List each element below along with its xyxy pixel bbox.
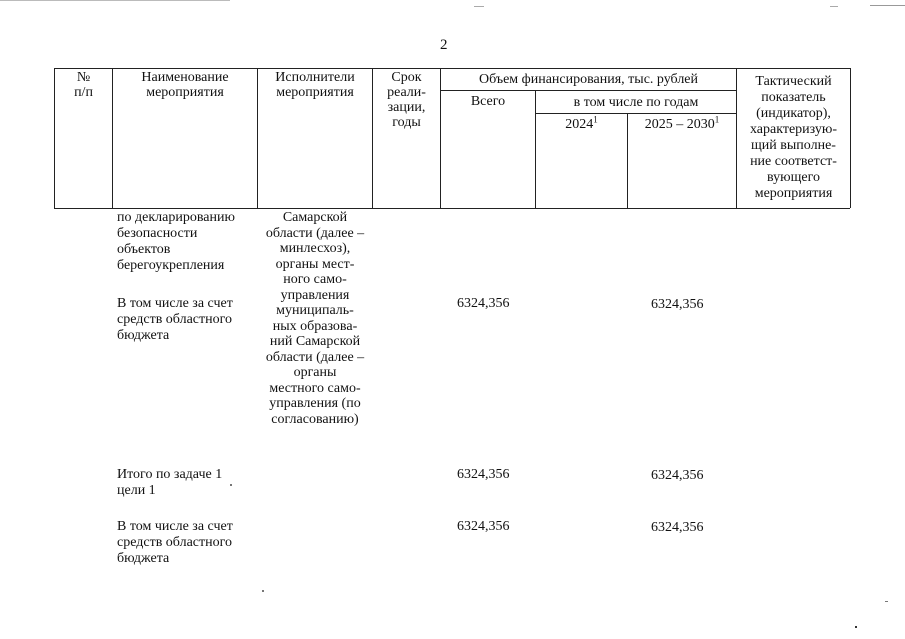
row-regional-total: 6324,356 (457, 296, 510, 311)
header-indicator: Тактический показатель (индикатор), характеризую- щий выполне- ние соответст- вующего мероприятия (749, 74, 838, 201)
row-executors: Самарской области (далее – минлесхоз), органы мест- ного само- управления муниципаль- ных образова- ний Самарской области (далее – органы местного само- управления (по согласованию) (265, 210, 365, 427)
scan-dot (885, 601, 888, 602)
header-year-2024: 2024$^1$ (565, 114, 598, 132)
scan-dot (262, 590, 264, 592)
header-executors: Исполнители мероприятия (275, 70, 355, 100)
scan-mark (474, 6, 484, 7)
row-task-total-total: 6324,356 (457, 467, 510, 482)
header-term: Срок реали- зации, годы (387, 70, 426, 130)
header-year-2025-2030: 2025 – 2030$^1$ (644, 114, 720, 132)
row-regional-2025-2030: 6324,356 (651, 297, 704, 312)
row-task-total-name: Итого по задаче 1 цели 1 (117, 467, 223, 498)
header-by-years: в том числе по годам (573, 95, 699, 110)
scan-mark (0, 0, 230, 1)
scan-mark (830, 6, 838, 7)
header-funding: Объем финансирования, тыс. рублей (478, 72, 699, 87)
header-name: Наименование мероприятия (141, 70, 229, 100)
header-total: Всего (470, 94, 506, 109)
row-continued-name: по декларированию безопасности объектов берегоукрепления (117, 210, 235, 273)
row-task-regional-name: В том числе за счет средств областного бюджета (117, 519, 233, 566)
row-regional-name: В том числе за счет средств областного бюджета (117, 296, 233, 343)
row-task-regional-total: 6324,356 (457, 519, 510, 534)
row-task-regional-2025-2030: 6324,356 (651, 520, 704, 535)
scan-dot (230, 484, 232, 486)
page-number: 2 (440, 37, 448, 53)
row-task-total-2025-2030: 6324,356 (651, 468, 704, 483)
scan-dot (855, 626, 857, 628)
scan-mark (870, 5, 905, 6)
header-num: № п/п (74, 70, 93, 100)
